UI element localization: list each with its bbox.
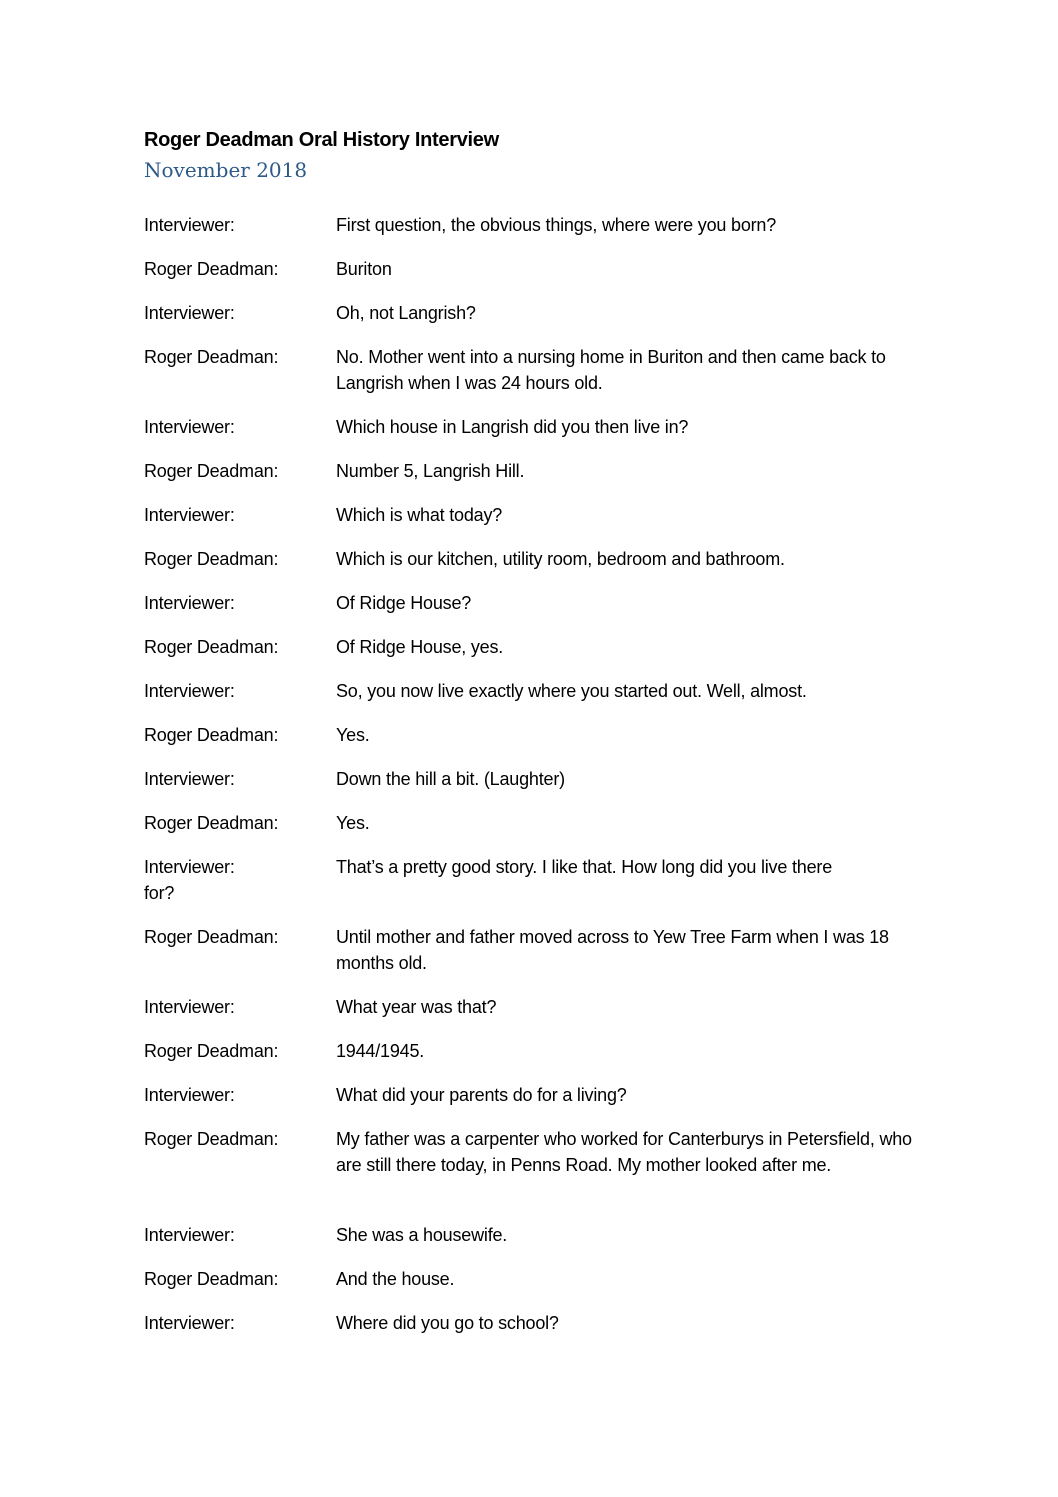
speaker-label: Roger Deadman: bbox=[144, 1129, 279, 1149]
transcript-turn bbox=[144, 300, 934, 344]
speaker-label: Interviewer: bbox=[144, 681, 235, 701]
speaker-label-continuation: for? bbox=[144, 883, 175, 903]
speech-text: Which house in Langrish did you then live in? bbox=[336, 417, 689, 437]
speaker-label: Interviewer: bbox=[144, 857, 235, 877]
speaker-label: Roger Deadman: bbox=[144, 347, 279, 367]
speech-text: My father was a carpenter who worked for Canterburys in Petersfield, who are still there today, in Penns Road. My mother looked after me. bbox=[336, 1129, 912, 1175]
speech-text: Oh, not Langrish? bbox=[336, 303, 476, 323]
speech-text: So, you now live exactly where you started out. Well, almost. bbox=[336, 681, 807, 701]
document-title: Roger Deadman Oral History Interview bbox=[144, 129, 499, 151]
speech-text: Yes. bbox=[336, 813, 370, 833]
document-date: November 2018 bbox=[144, 158, 308, 182]
transcript-turn bbox=[144, 458, 934, 502]
transcript-turn bbox=[144, 766, 934, 810]
transcript-turn bbox=[144, 414, 934, 458]
speech-text: Of Ridge House, yes. bbox=[336, 637, 504, 657]
transcript-turn bbox=[144, 546, 934, 590]
speaker-label: Interviewer: bbox=[144, 505, 235, 525]
speech-text: She was a housewife. bbox=[336, 1225, 508, 1245]
speaker-label: Interviewer: bbox=[144, 1313, 235, 1333]
transcript-turn bbox=[144, 212, 934, 256]
transcript-turn bbox=[144, 344, 934, 414]
speaker-label: Interviewer: bbox=[144, 1085, 235, 1105]
speaker-label: Roger Deadman: bbox=[144, 813, 279, 833]
speech-text: Where did you go to school? bbox=[336, 1313, 559, 1333]
speaker-label: Roger Deadman: bbox=[144, 549, 279, 569]
transcript-turn bbox=[144, 924, 934, 994]
speech-text: That’s a pretty good story. I like that. How long did you live there bbox=[336, 857, 832, 877]
speech-text: Yes. bbox=[336, 725, 370, 745]
transcript-turn bbox=[144, 810, 934, 854]
speaker-label: Interviewer: bbox=[144, 997, 235, 1017]
transcript-turn bbox=[144, 722, 934, 766]
speech-text: Buriton bbox=[336, 259, 392, 279]
transcript-turn bbox=[144, 502, 934, 546]
speech-text: Down the hill a bit. (Laughter) bbox=[336, 769, 565, 789]
transcript-turn bbox=[144, 1126, 934, 1222]
speaker-label: Interviewer: bbox=[144, 769, 235, 789]
speech-text: Until mother and father moved across to Yew Tree Farm when I was 18 months old. bbox=[336, 927, 889, 973]
transcript-turn bbox=[144, 634, 934, 678]
speaker-label: Interviewer: bbox=[144, 215, 235, 235]
speaker-label: Interviewer: bbox=[144, 1225, 235, 1245]
transcript-turn bbox=[144, 1222, 934, 1266]
speech-text: Number 5, Langrish Hill. bbox=[336, 461, 525, 481]
transcript-turn bbox=[144, 256, 934, 300]
speaker-label: Roger Deadman: bbox=[144, 725, 279, 745]
speech-text: What year was that? bbox=[336, 997, 497, 1017]
speech-text: And the house. bbox=[336, 1269, 455, 1289]
speaker-label: Interviewer: bbox=[144, 303, 235, 323]
speaker-label: Roger Deadman: bbox=[144, 927, 279, 947]
transcript-turn bbox=[144, 854, 934, 924]
speech-text: Which is our kitchen, utility room, bedroom and bathroom. bbox=[336, 549, 785, 569]
transcript bbox=[144, 212, 934, 1354]
speaker-label: Roger Deadman: bbox=[144, 1041, 279, 1061]
speech-text: Which is what today? bbox=[336, 505, 503, 525]
speaker-label: Roger Deadman: bbox=[144, 637, 279, 657]
transcript-turn bbox=[144, 994, 934, 1038]
speech-text: Of Ridge House? bbox=[336, 593, 472, 613]
speaker-label: Roger Deadman: bbox=[144, 1269, 279, 1289]
speaker-label: Interviewer: bbox=[144, 593, 235, 613]
speaker-label: Roger Deadman: bbox=[144, 259, 279, 279]
speech-text: First question, the obvious things, where were you born? bbox=[336, 215, 777, 235]
transcript-turn bbox=[144, 1082, 934, 1126]
speech-text: What did your parents do for a living? bbox=[336, 1085, 627, 1105]
speech-text: 1944/1945. bbox=[336, 1041, 425, 1061]
transcript-turn bbox=[144, 678, 934, 722]
transcript-turn bbox=[144, 1266, 934, 1310]
transcript-turn bbox=[144, 590, 934, 634]
speaker-label: Roger Deadman: bbox=[144, 461, 279, 481]
speaker-label: Interviewer: bbox=[144, 417, 235, 437]
transcript-turn bbox=[144, 1310, 934, 1354]
speech-text: No. Mother went into a nursing home in Buriton and then came back to Langrish when I was 24 hours old. bbox=[336, 347, 886, 393]
transcript-turn bbox=[144, 1038, 934, 1082]
